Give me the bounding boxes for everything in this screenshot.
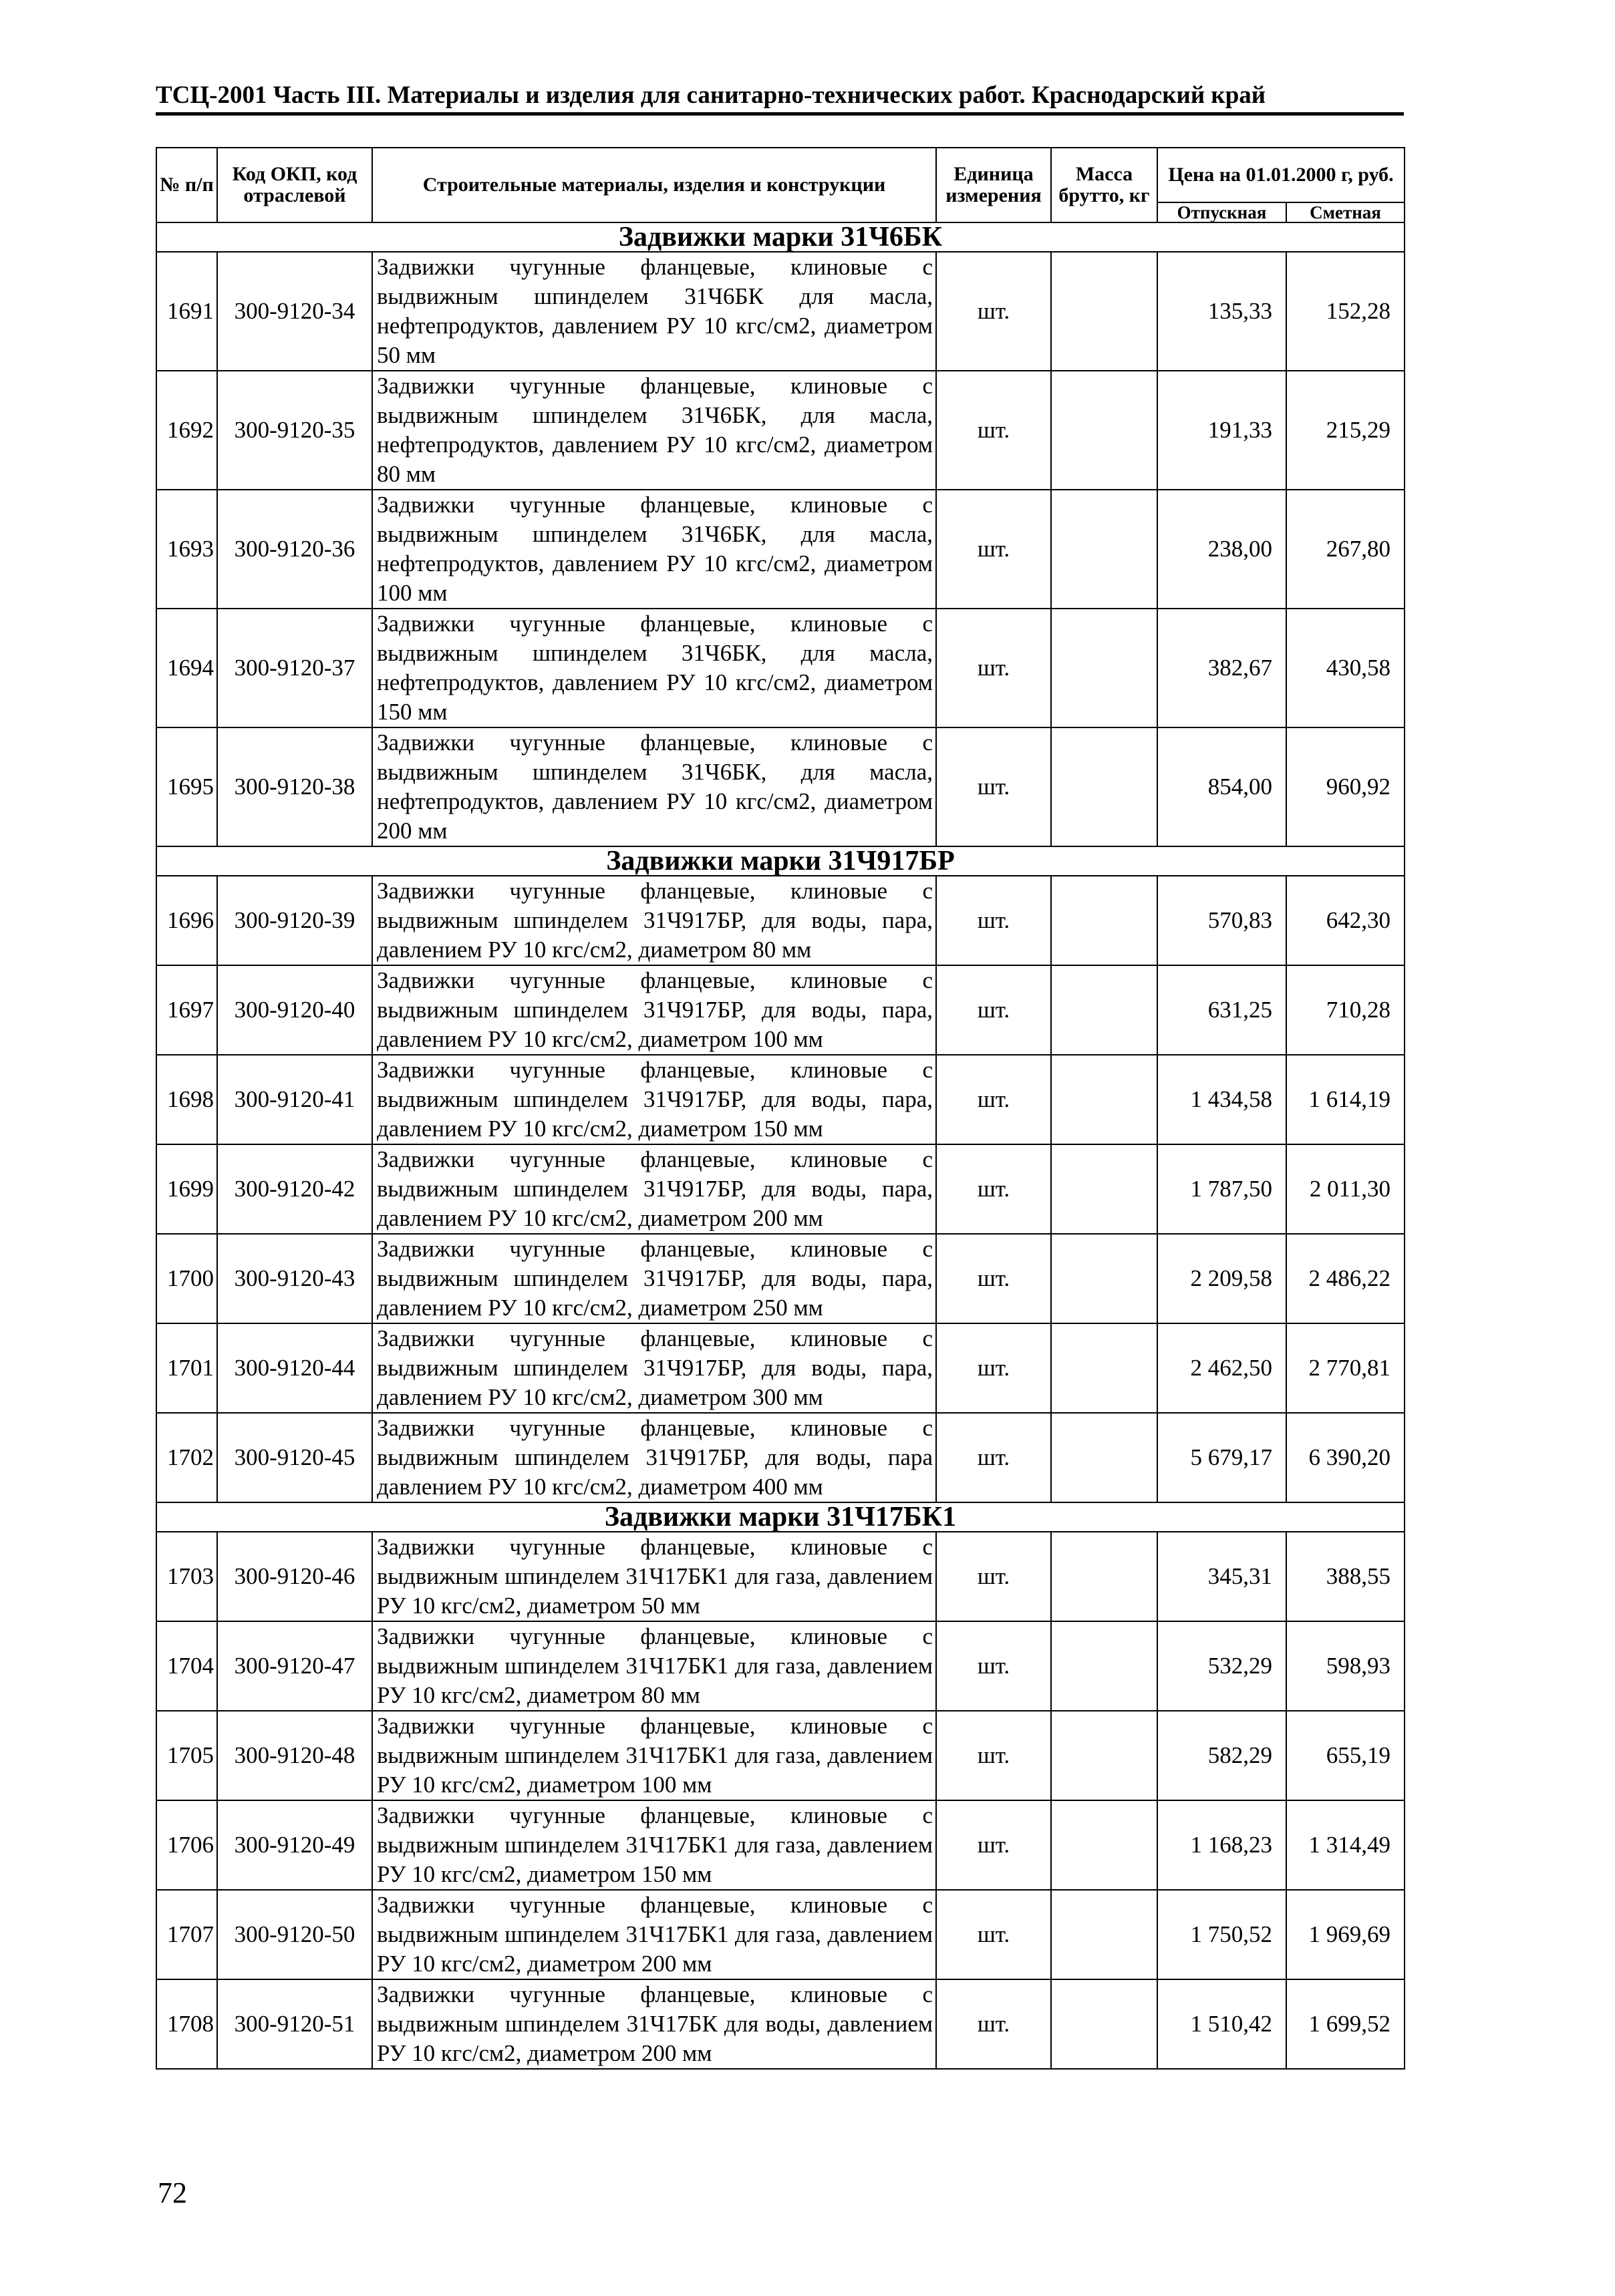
row-unit: шт.	[936, 1890, 1051, 1979]
row-number: 1700	[156, 1234, 217, 1323]
table-body	[156, 222, 1405, 2069]
row-code: 300-9120-43	[217, 1234, 372, 1323]
col-header-price-estimate: Сметная	[1286, 202, 1405, 222]
row-code: 300-9120-49	[217, 1800, 372, 1890]
row-description: Задвижки чугунные фланцевые, клиновые с выдвижным шпинделем 31Ч6БК, для масла, нефтепродуктов, давлением РУ 10 кгс/см2, диаметром 80 мм	[372, 371, 936, 490]
row-description: Задвижки чугунные фланцевые, клиновые с выдвижным шпинделем 31Ч917БР, для воды, пара, давлением РУ 10 кгс/см2, диаметром 200 мм	[372, 1144, 936, 1234]
row-mass	[1051, 1711, 1157, 1800]
row-price-release: 191,33	[1157, 371, 1286, 490]
row-mass	[1051, 1890, 1157, 1979]
row-unit: шт.	[936, 727, 1051, 846]
table-row	[156, 965, 1405, 1055]
row-description: Задвижки чугунные фланцевые, клиновые с выдвижным шпинделем 31Ч17БК1 для газа, давлением РУ 10 кгс/см2, диаметром 80 мм	[372, 1621, 936, 1711]
row-number: 1699	[156, 1144, 217, 1234]
row-number: 1693	[156, 490, 217, 609]
row-price-estimate: 642,30	[1286, 876, 1405, 965]
row-number: 1705	[156, 1711, 217, 1800]
row-price-release: 570,83	[1157, 876, 1286, 965]
table-row	[156, 1532, 1405, 1621]
table-row	[156, 1979, 1405, 2069]
row-mass	[1051, 965, 1157, 1055]
row-code: 300-9120-37	[217, 609, 372, 727]
row-price-release: 1 750,52	[1157, 1890, 1286, 1979]
row-code: 300-9120-41	[217, 1055, 372, 1144]
row-price-estimate: 152,28	[1286, 252, 1405, 371]
row-unit: шт.	[936, 965, 1051, 1055]
row-unit: шт.	[936, 1413, 1051, 1502]
row-code: 300-9120-47	[217, 1621, 372, 1711]
row-number: 1698	[156, 1055, 217, 1144]
row-description: Задвижки чугунные фланцевые, клиновые с выдвижным шпинделем 31Ч6БК, для масла, нефтепродуктов, давлением РУ 10 кгс/см2, диаметром 200 мм	[372, 727, 936, 846]
section-header-row	[156, 1502, 1405, 1532]
row-description: Задвижки чугунные фланцевые, клиновые с выдвижным шпинделем 31Ч6БК для масла, нефтепродуктов, давлением РУ 10 кгс/см2, диаметром 50 мм	[372, 252, 936, 371]
table-row	[156, 609, 1405, 727]
row-price-estimate: 388,55	[1286, 1532, 1405, 1621]
row-unit: шт.	[936, 1234, 1051, 1323]
row-unit: шт.	[936, 1532, 1051, 1621]
row-description: Задвижки чугунные фланцевые, клиновые с выдвижным шпинделем 31Ч917БР, для воды, пара, давлением РУ 10 кгс/см2, диаметром 80 мм	[372, 876, 936, 965]
table-row	[156, 1890, 1405, 1979]
col-header-num: № п/п	[156, 148, 217, 222]
row-price-release: 1 434,58	[1157, 1055, 1286, 1144]
col-header-mass: Масса брутто, кг	[1051, 148, 1157, 222]
row-code: 300-9120-34	[217, 252, 372, 371]
row-price-release: 854,00	[1157, 727, 1286, 846]
section-header-row	[156, 222, 1405, 252]
row-number: 1695	[156, 727, 217, 846]
row-price-estimate: 215,29	[1286, 371, 1405, 490]
row-mass	[1051, 371, 1157, 490]
row-price-estimate: 598,93	[1286, 1621, 1405, 1711]
row-price-release: 5 679,17	[1157, 1413, 1286, 1502]
row-price-release: 238,00	[1157, 490, 1286, 609]
row-price-estimate: 430,58	[1286, 609, 1405, 727]
row-number: 1694	[156, 609, 217, 727]
row-unit: шт.	[936, 371, 1051, 490]
row-mass	[1051, 1532, 1157, 1621]
row-unit: шт.	[936, 1323, 1051, 1413]
col-header-price-release: Отпускная	[1157, 202, 1286, 222]
row-code: 300-9120-50	[217, 1890, 372, 1979]
row-number: 1707	[156, 1890, 217, 1979]
section-header-row	[156, 846, 1405, 876]
row-mass	[1051, 609, 1157, 727]
row-price-release: 1 510,42	[1157, 1979, 1286, 2069]
row-mass	[1051, 727, 1157, 846]
row-number: 1691	[156, 252, 217, 371]
col-header-code: Код ОКП, код отраслевой	[217, 148, 372, 222]
table-row	[156, 1621, 1405, 1711]
row-mass	[1051, 1055, 1157, 1144]
row-number: 1708	[156, 1979, 217, 2069]
row-price-estimate: 267,80	[1286, 490, 1405, 609]
row-description: Задвижки чугунные фланцевые, клиновые с выдвижным шпинделем 31Ч917БР, для воды, пара, давлением РУ 10 кгс/см2, диаметром 150 мм	[372, 1055, 936, 1144]
row-description: Задвижки чугунные фланцевые, клиновые с выдвижным шпинделем 31Ч17БК1 для газа, давлением РУ 10 кгс/см2, диаметром 50 мм	[372, 1532, 936, 1621]
row-description: Задвижки чугунные фланцевые, клиновые с выдвижным шпинделем 31Ч917БР, для воды, пара давлением РУ 10 кгс/см2, диаметром 400 мм	[372, 1413, 936, 1502]
row-price-release: 2 209,58	[1157, 1234, 1286, 1323]
col-header-price-group: Цена на 01.01.2000 г, руб.	[1157, 148, 1405, 202]
row-code: 300-9120-46	[217, 1532, 372, 1621]
table-row	[156, 1800, 1405, 1890]
row-price-estimate: 2 770,81	[1286, 1323, 1405, 1413]
row-price-release: 382,67	[1157, 609, 1286, 727]
table-row	[156, 1413, 1405, 1502]
row-code: 300-9120-42	[217, 1144, 372, 1234]
table-row	[156, 1144, 1405, 1234]
row-price-estimate: 1 614,19	[1286, 1055, 1405, 1144]
table-row	[156, 1711, 1405, 1800]
row-code: 300-9120-44	[217, 1323, 372, 1413]
row-mass	[1051, 252, 1157, 371]
row-description: Задвижки чугунные фланцевые, клиновые с выдвижным шпинделем 31Ч917БР, для воды, пара, давлением РУ 10 кгс/см2, диаметром 100 мм	[372, 965, 936, 1055]
page-number: 72	[158, 2176, 187, 2209]
row-unit: шт.	[936, 252, 1051, 371]
section-title: Задвижки марки 31Ч917БР	[156, 846, 1405, 876]
row-description: Задвижки чугунные фланцевые, клиновые с выдвижным шпинделем 31Ч17БК1 для газа, давлением РУ 10 кгс/см2, диаметром 100 мм	[372, 1711, 936, 1800]
row-code: 300-9120-39	[217, 876, 372, 965]
header-rule	[156, 112, 1404, 116]
row-number: 1696	[156, 876, 217, 965]
row-code: 300-9120-48	[217, 1711, 372, 1800]
row-code: 300-9120-35	[217, 371, 372, 490]
row-unit: шт.	[936, 490, 1051, 609]
row-unit: шт.	[936, 1144, 1051, 1234]
table-row	[156, 1234, 1405, 1323]
row-price-estimate: 710,28	[1286, 965, 1405, 1055]
row-price-estimate: 2 011,30	[1286, 1144, 1405, 1234]
row-unit: шт.	[936, 609, 1051, 727]
row-unit: шт.	[936, 1979, 1051, 2069]
row-unit: шт.	[936, 1711, 1051, 1800]
row-description: Задвижки чугунные фланцевые, клиновые с выдвижным шпинделем 31Ч6БК, для масла, нефтепродуктов, давлением РУ 10 кгс/см2, диаметром 150 мм	[372, 609, 936, 727]
row-number: 1692	[156, 371, 217, 490]
page-header-title: ТСЦ-2001 Часть III. Материалы и изделия для санитарно-технических работ. Краснодарский край	[156, 81, 1266, 109]
row-description: Задвижки чугунные фланцевые, клиновые с выдвижным шпинделем 31Ч917БР, для воды, пара, давлением РУ 10 кгс/см2, диаметром 250 мм	[372, 1234, 936, 1323]
row-price-release: 135,33	[1157, 252, 1286, 371]
row-code: 300-9120-36	[217, 490, 372, 609]
row-number: 1697	[156, 965, 217, 1055]
row-price-estimate: 1 699,52	[1286, 1979, 1405, 2069]
row-code: 300-9120-40	[217, 965, 372, 1055]
row-mass	[1051, 1144, 1157, 1234]
row-mass	[1051, 1621, 1157, 1711]
table-row	[156, 490, 1405, 609]
col-header-desc: Строительные материалы, изделия и конструкции	[372, 148, 936, 222]
row-price-estimate: 6 390,20	[1286, 1413, 1405, 1502]
row-description: Задвижки чугунные фланцевые, клиновые с выдвижным шпинделем 31Ч17БК1 для газа, давлением РУ 10 кгс/см2, диаметром 200 мм	[372, 1890, 936, 1979]
row-number: 1704	[156, 1621, 217, 1711]
price-table	[156, 147, 1405, 2070]
row-number: 1702	[156, 1413, 217, 1502]
row-price-release: 582,29	[1157, 1711, 1286, 1800]
row-description: Задвижки чугунные фланцевые, клиновые с выдвижным шпинделем 31Ч6БК, для масла, нефтепродуктов, давлением РУ 10 кгс/см2, диаметром 100 мм	[372, 490, 936, 609]
row-code: 300-9120-51	[217, 1979, 372, 2069]
row-mass	[1051, 1234, 1157, 1323]
row-code: 300-9120-38	[217, 727, 372, 846]
row-mass	[1051, 1800, 1157, 1890]
table-row	[156, 252, 1405, 371]
row-unit: шт.	[936, 1055, 1051, 1144]
table-row	[156, 727, 1405, 846]
section-title: Задвижки марки 31Ч17БК1	[156, 1502, 1405, 1532]
table-row	[156, 1323, 1405, 1413]
row-number: 1703	[156, 1532, 217, 1621]
row-number: 1706	[156, 1800, 217, 1890]
row-description: Задвижки чугунные фланцевые, клиновые с выдвижным шпинделем 31Ч917БР, для воды, пара, давлением РУ 10 кгс/см2, диаметром 300 мм	[372, 1323, 936, 1413]
section-title: Задвижки марки 31Ч6БК	[156, 222, 1405, 252]
row-price-estimate: 655,19	[1286, 1711, 1405, 1800]
row-price-release: 532,29	[1157, 1621, 1286, 1711]
table-row	[156, 876, 1405, 965]
row-mass	[1051, 1413, 1157, 1502]
row-description: Задвижки чугунные фланцевые, клиновые с выдвижным шпинделем 31Ч17БК для воды, давлением РУ 10 кгс/см2, диаметром 200 мм	[372, 1979, 936, 2069]
row-unit: шт.	[936, 876, 1051, 965]
row-unit: шт.	[936, 1800, 1051, 1890]
table-row	[156, 371, 1405, 490]
row-price-estimate: 1 969,69	[1286, 1890, 1405, 1979]
row-description: Задвижки чугунные фланцевые, клиновые с выдвижным шпинделем 31Ч17БК1 для газа, давлением РУ 10 кгс/см2, диаметром 150 мм	[372, 1800, 936, 1890]
row-price-estimate: 1 314,49	[1286, 1800, 1405, 1890]
row-unit: шт.	[936, 1621, 1051, 1711]
row-mass	[1051, 876, 1157, 965]
row-mass	[1051, 1323, 1157, 1413]
row-price-estimate: 2 486,22	[1286, 1234, 1405, 1323]
row-mass	[1051, 1979, 1157, 2069]
row-price-release: 1 787,50	[1157, 1144, 1286, 1234]
table-row	[156, 1055, 1405, 1144]
row-price-release: 2 462,50	[1157, 1323, 1286, 1413]
col-header-unit: Единица измерения	[936, 148, 1051, 222]
row-code: 300-9120-45	[217, 1413, 372, 1502]
row-price-release: 1 168,23	[1157, 1800, 1286, 1890]
row-price-estimate: 960,92	[1286, 727, 1405, 846]
row-price-release: 631,25	[1157, 965, 1286, 1055]
row-price-release: 345,31	[1157, 1532, 1286, 1621]
row-number: 1701	[156, 1323, 217, 1413]
row-mass	[1051, 490, 1157, 609]
